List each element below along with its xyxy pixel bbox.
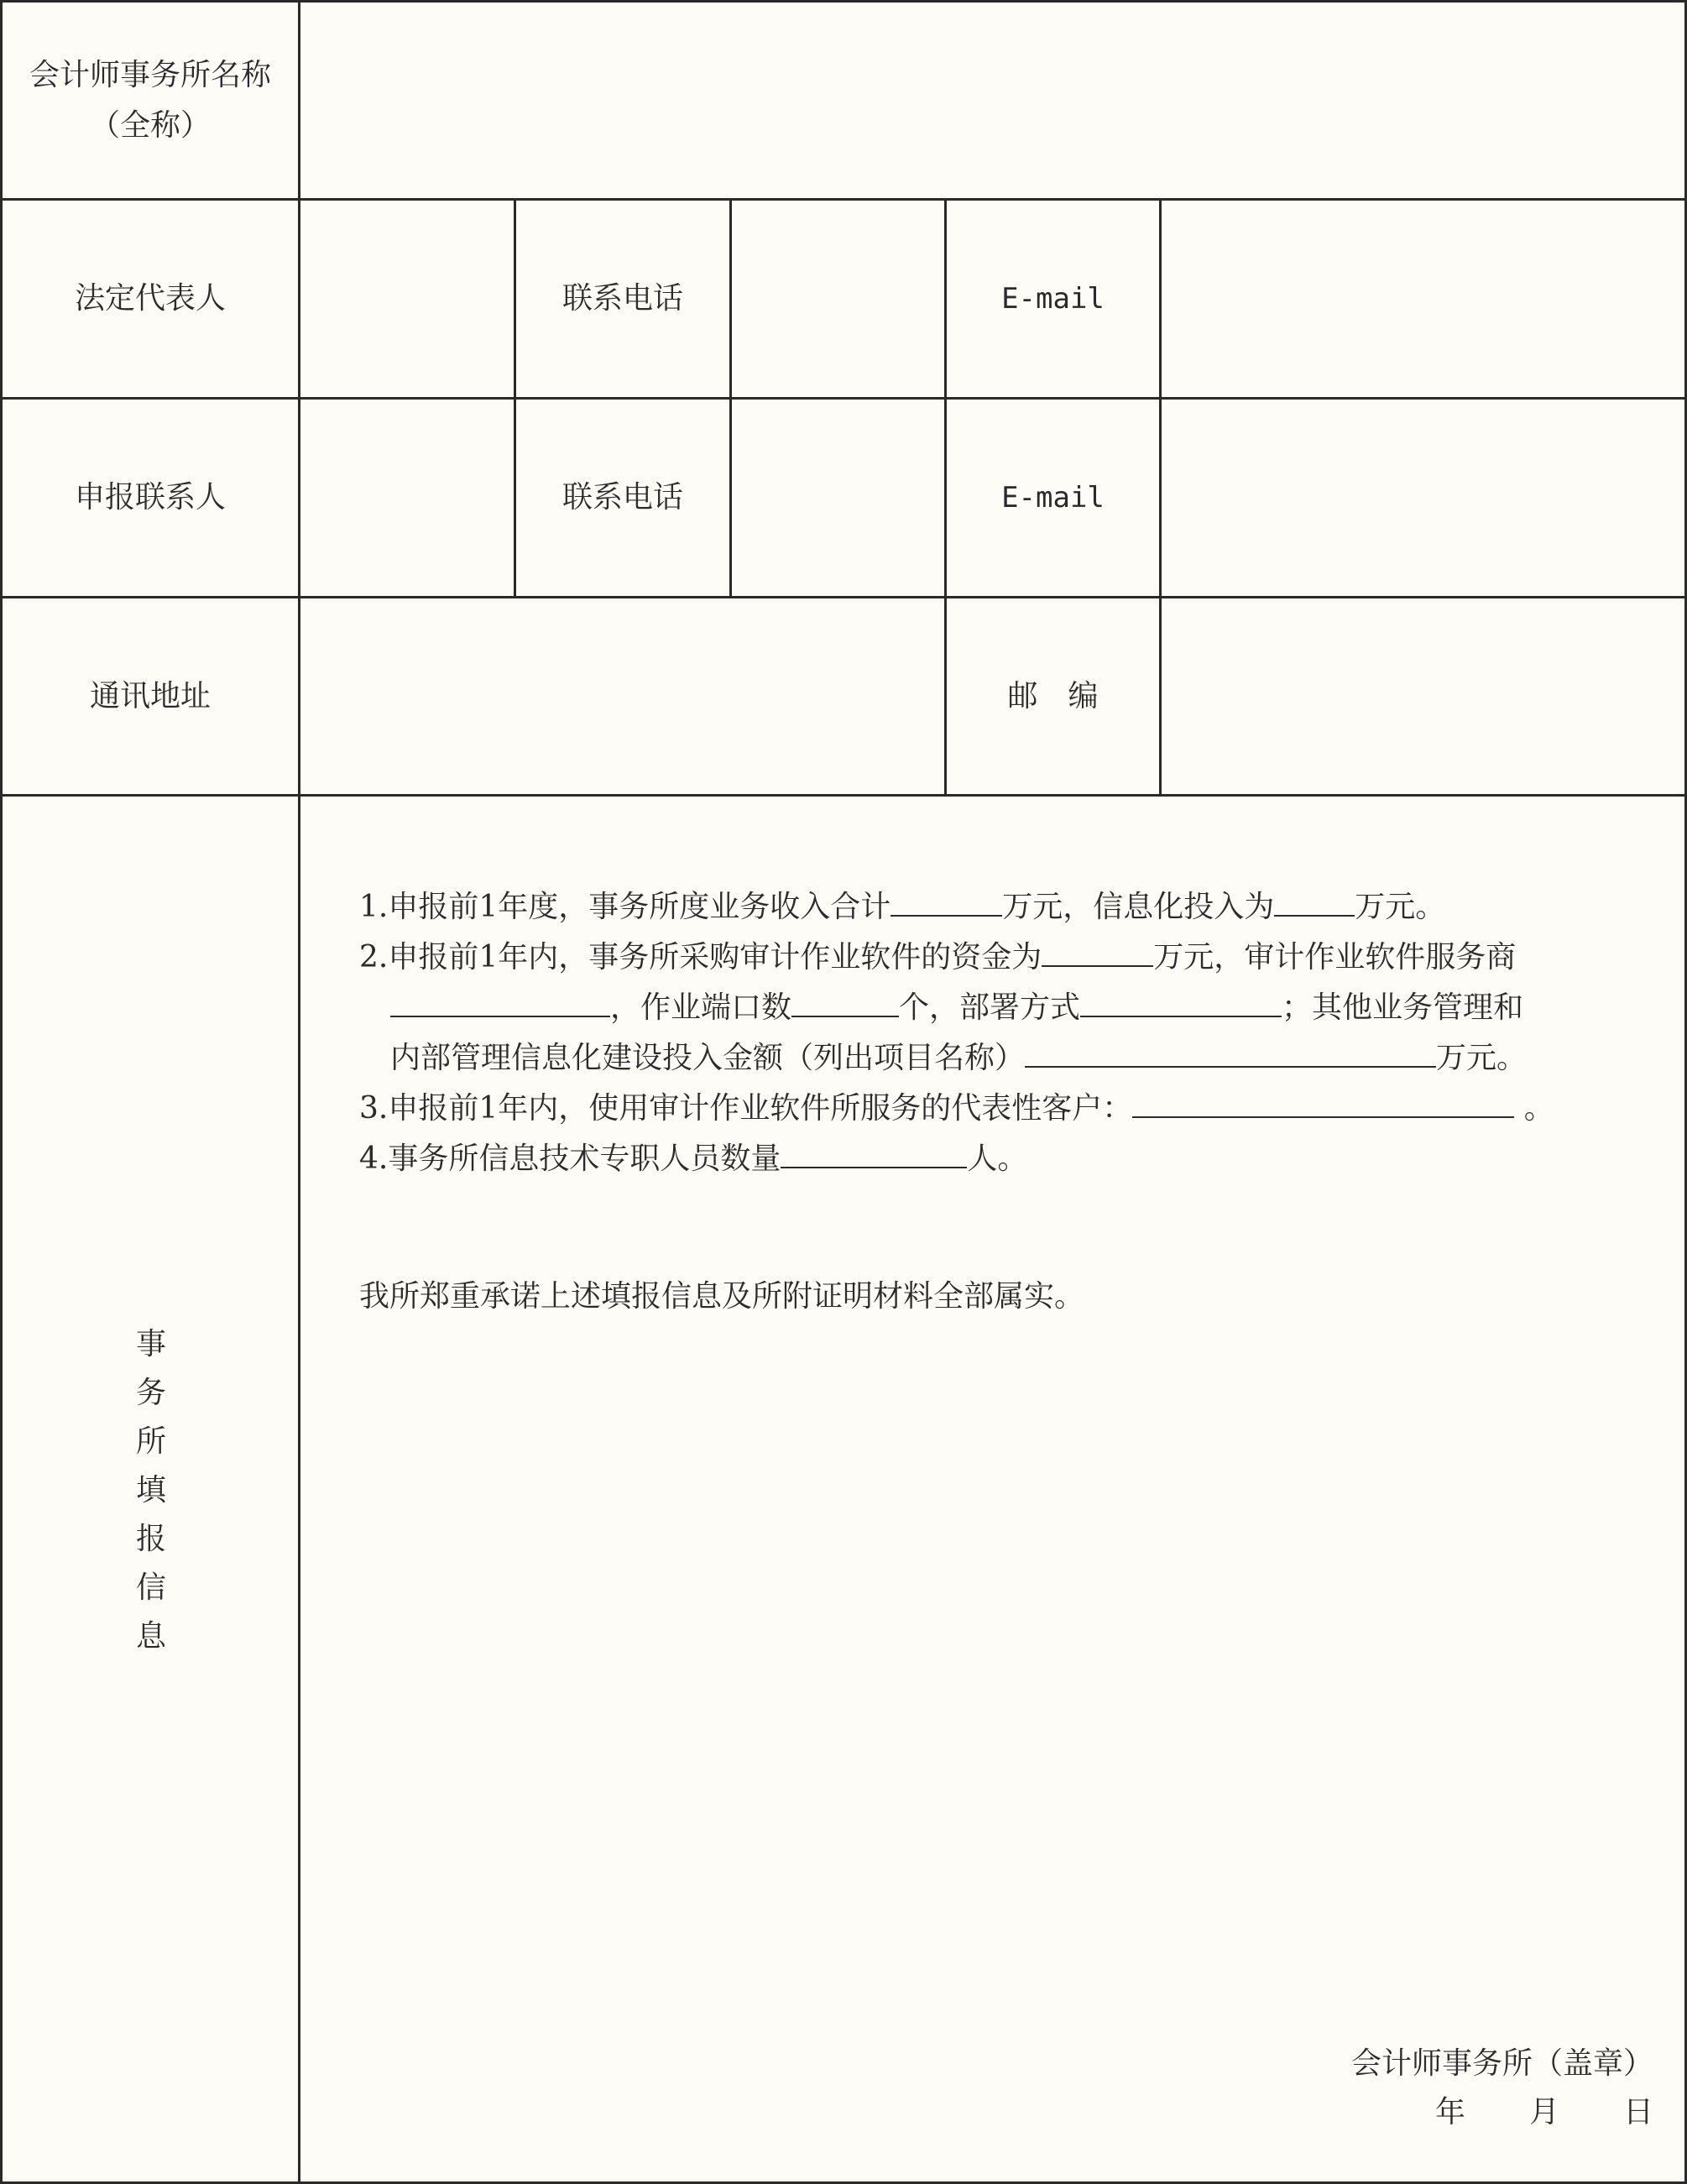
vertical-char: 报 — [135, 1522, 166, 1556]
firm-info-items — [359, 881, 1669, 1183]
firm-name-label-line2: （全称） — [89, 107, 211, 143]
pledge-statement: 我所郑重承诺上述填报信息及所附证明材料全部属实。 — [359, 1279, 1085, 1314]
vertical-char: 所 — [135, 1424, 166, 1459]
ports-blank[interactable] — [791, 982, 899, 1017]
postcode-label: 邮 编 — [1007, 678, 1099, 713]
it-staff-blank[interactable] — [781, 1133, 967, 1168]
item-2-text-a: 2.申报前1年内，事务所采购审计作业软件的资金为 — [359, 940, 1042, 974]
firm-name-label — [3, 3, 298, 198]
item-4-text-a: 4.事务所信息技术专职人员数量 — [359, 1142, 781, 1176]
postcode-field[interactable] — [1162, 598, 1684, 794]
applicant-contact-label: 申报联系人 — [74, 480, 226, 515]
item-2-text-c: ，作业端口数 — [610, 990, 792, 1025]
item-3-text-a: 3.申报前1年内，使用审计作业软件所服务的代表性客户： — [359, 1091, 1133, 1126]
vertical-char: 务 — [135, 1376, 166, 1410]
item-2-text-f: 内部管理信息化建设投入金额（列出项目名称） — [390, 1041, 1026, 1075]
applicant-phone-field[interactable] — [732, 400, 944, 596]
firm-name-field[interactable] — [300, 3, 1684, 198]
year-label: 年 — [1434, 2095, 1465, 2129]
item-4-text-b: 人。 — [967, 1142, 1028, 1176]
legal-rep-label: 法定代表人 — [74, 281, 226, 316]
seal-label: 会计师事务所（盖章） — [1350, 2046, 1653, 2081]
item-2-text-d: 个，部署方式 — [899, 990, 1081, 1025]
clients-blank[interactable] — [1132, 1083, 1514, 1118]
item-2-cont — [359, 982, 1669, 1032]
address-label: 通讯地址 — [89, 678, 211, 713]
day-label: 日 — [1622, 2095, 1653, 2129]
item-1-text-a: 1.申报前1年度，事务所度业务收入合计 — [359, 890, 891, 924]
vertical-char: 信 — [135, 1570, 166, 1605]
row-divider-4 — [0, 794, 1687, 797]
item-1-text-b: 万元，信息化投入为 — [1002, 890, 1275, 924]
month-label: 月 — [1528, 2095, 1559, 2129]
software-vendor-blank[interactable] — [390, 982, 610, 1017]
item-3-text-b: 。 — [1523, 1091, 1554, 1126]
legal-rep-email-label: E-mail — [1001, 282, 1105, 316]
item-2-cont2 — [359, 1032, 1669, 1083]
applicant-phone-label: 联系电话 — [561, 480, 683, 515]
address-field[interactable] — [300, 598, 944, 794]
applicant-contact-field[interactable] — [300, 400, 514, 596]
legal-rep-phone-label: 联系电话 — [561, 281, 683, 316]
other-investment-blank[interactable] — [1025, 1032, 1436, 1068]
item-1 — [359, 881, 1669, 932]
item-2-text-g: 万元。 — [1436, 1041, 1528, 1075]
item-4 — [359, 1133, 1669, 1183]
firm-name-label-line1: 会计师事务所名称 — [29, 57, 271, 92]
item-2-text-b: 万元，审计作业软件服务商 — [1153, 940, 1517, 974]
legal-rep-phone-field[interactable] — [732, 201, 944, 397]
legal-rep-field[interactable] — [300, 201, 514, 397]
item-2 — [359, 932, 1669, 982]
vertical-char: 事 — [135, 1327, 166, 1361]
it-investment-blank[interactable] — [1274, 881, 1355, 917]
applicant-email-label: E-mail — [1001, 481, 1105, 515]
vertical-char: 息 — [135, 1619, 166, 1654]
software-cost-blank[interactable] — [1042, 932, 1153, 967]
revenue-blank[interactable] — [891, 881, 1002, 917]
vertical-char: 填 — [135, 1473, 166, 1507]
item-3 — [359, 1083, 1669, 1133]
deployment-blank[interactable] — [1080, 982, 1282, 1017]
legal-rep-email-field[interactable] — [1162, 201, 1684, 397]
date-line — [1435, 2088, 1653, 2137]
item-1-text-c: 万元。 — [1355, 890, 1446, 924]
applicant-email-field[interactable] — [1162, 400, 1684, 596]
section-vertical-label — [3, 1320, 300, 1661]
item-2-text-e: ；其他业务管理和 — [1282, 990, 1524, 1025]
